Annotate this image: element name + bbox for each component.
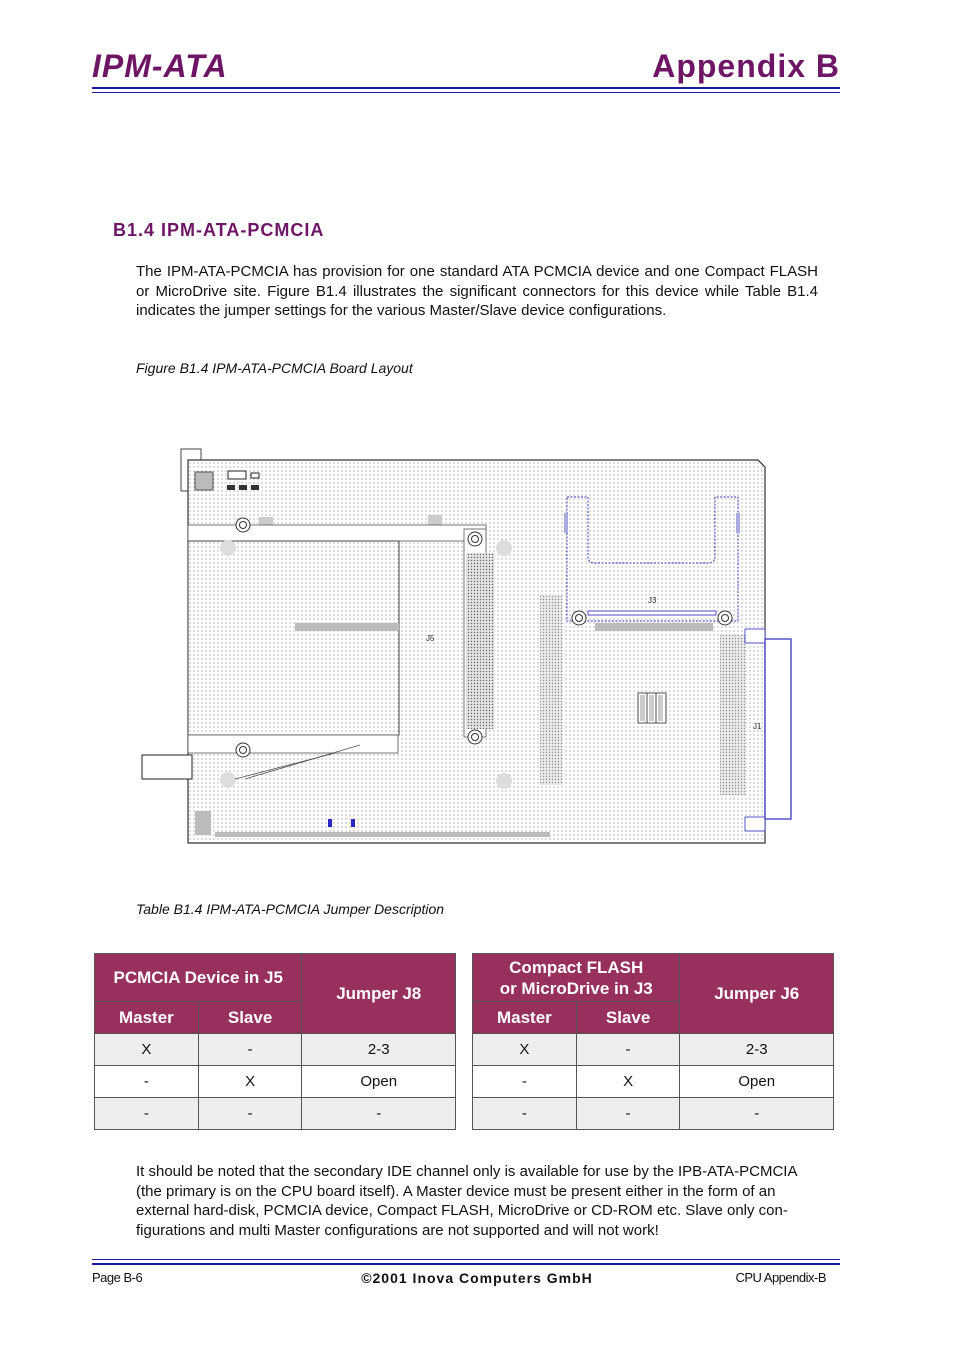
slave-column-header: Slave xyxy=(576,1002,680,1034)
table-cell: X xyxy=(576,1066,680,1098)
appendix-title: Appendix B xyxy=(652,48,840,84)
master-column-header: Master xyxy=(473,1002,577,1034)
table-row xyxy=(95,1066,456,1098)
table-row xyxy=(473,1034,834,1066)
compact-flash-group-header xyxy=(473,954,680,1002)
copyright: ©2001 Inova Computers GmbH xyxy=(361,1270,593,1286)
master-column-header: Master xyxy=(95,1002,199,1034)
jumper-j8-header: Jumper J8 xyxy=(302,954,456,1034)
table-cell: - xyxy=(198,1034,302,1066)
table-cell: X xyxy=(198,1066,302,1098)
page-number: Page B-6 xyxy=(92,1270,143,1285)
table-cell: X xyxy=(95,1034,199,1066)
slave-column-header: Slave xyxy=(198,1002,302,1034)
table-cell: - xyxy=(680,1098,834,1130)
header-rule-thin xyxy=(92,92,840,93)
table-cell: - xyxy=(576,1034,680,1066)
table-cell: - xyxy=(576,1098,680,1130)
section-heading: B1.4 IPM-ATA-PCMCIA xyxy=(113,220,325,240)
table-row xyxy=(473,1098,834,1130)
jumper-j6-header: Jumper J6 xyxy=(680,954,834,1034)
table-cell: Open xyxy=(680,1066,834,1098)
label-j5: J5 xyxy=(426,634,435,643)
intro-paragraph: The IPM-ATA-PCMCIA has provision for one standard ATA PCMCIA device and one Compact FLASH or MicroDrive site. Figure B1.4 illustrates the significant connectors for this device while Table B1.4 indicates the jumper settings for the various Master/Slave device configurations. xyxy=(136,263,818,319)
jumper-table-compact-flash xyxy=(472,953,834,1130)
table-cell: - xyxy=(473,1066,577,1098)
table-cell: 2-3 xyxy=(302,1034,456,1066)
document-title: IPM-ATA xyxy=(92,48,228,84)
table-cell: X xyxy=(473,1034,577,1066)
board-layout-diagram xyxy=(140,445,800,850)
table-cell: Open xyxy=(302,1066,456,1098)
pcmcia-group-header: PCMCIA Device in J5 xyxy=(95,954,302,1002)
table-cell: - xyxy=(473,1098,577,1130)
table-caption: Table B1.4 IPM-ATA-PCMCIA Jumper Description xyxy=(136,901,445,917)
table-cell: - xyxy=(95,1098,199,1130)
figure-caption: Figure B1.4 IPM-ATA-PCMCIA Board Layout xyxy=(136,360,413,376)
label-j1: J1 xyxy=(753,722,762,731)
note-paragraph: It should be noted that the secondary IDE channel only is available for use by the IPB-ATA-PCMCIA (the primary is on the CPU board itself). A Master device must be present either in the form of an external hard-disk, PCMCIA device, Compact FLASH, MicroDrive or CD-ROM etc. Slave only con-figurations and multi Master configurations are not supported and will not work! xyxy=(136,1163,797,1239)
footer-section-label: CPU Appendix-B xyxy=(735,1270,826,1285)
label-j3: J3 xyxy=(648,596,657,605)
table-row xyxy=(95,1034,456,1066)
compact-flash-header-line2: or MicroDrive in J3 xyxy=(499,978,653,998)
table-row xyxy=(95,1098,456,1130)
header-rule-thick xyxy=(92,87,840,89)
table-row xyxy=(473,1066,834,1098)
jumper-table-pcmcia xyxy=(94,953,456,1130)
table-cell: 2-3 xyxy=(680,1034,834,1066)
compact-flash-header-line1: Compact FLASH xyxy=(509,957,644,977)
footer-rule-thin xyxy=(92,1259,840,1260)
table-cell: - xyxy=(302,1098,456,1130)
table-cell: - xyxy=(198,1098,302,1130)
table-cell: - xyxy=(95,1066,199,1098)
footer-rule-thick xyxy=(92,1263,840,1265)
